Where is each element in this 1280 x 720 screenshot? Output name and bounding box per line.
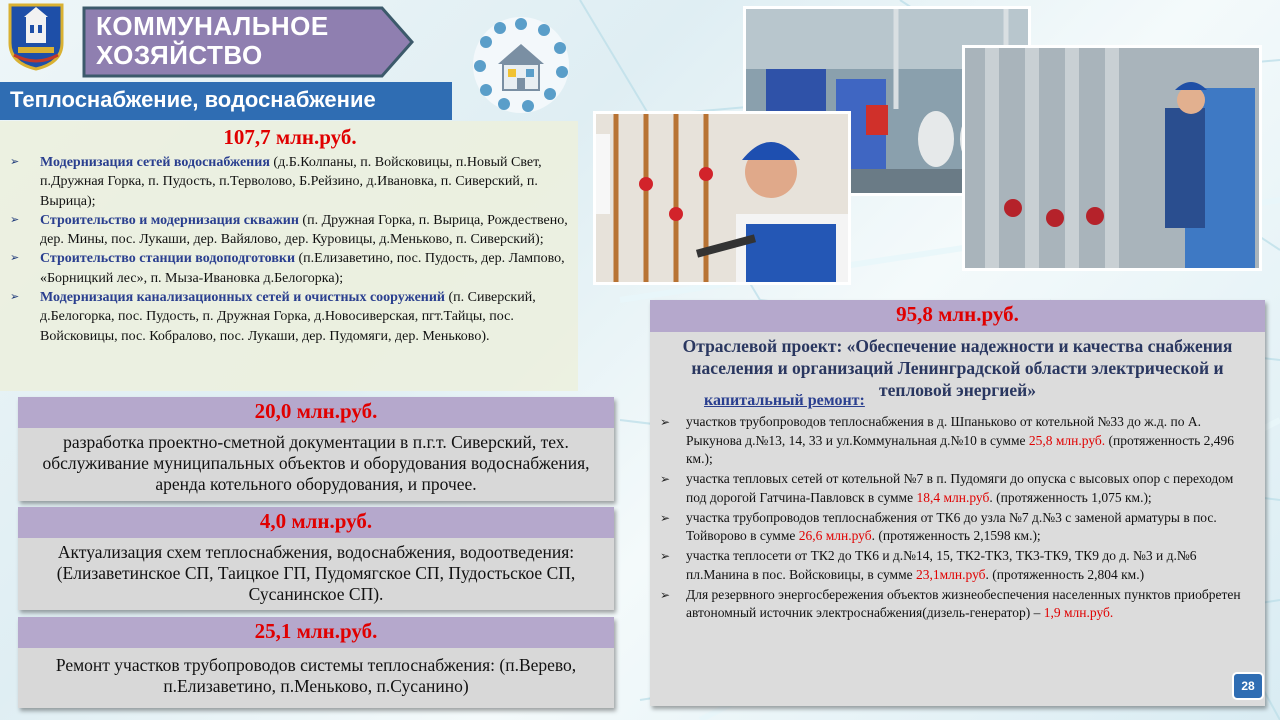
- list-item-text: участка теплосети от ТК2 до ТК6 и д.№14, 15, ТК2-ТК3, ТК3-ТК9, ТК9 до д. №3 и д.№6 пл.Манина в пос. Войсковицы, в сумме: [686, 548, 1197, 582]
- list-item-text: участков трубопроводов теплоснабжения в д. Шпаньково от котельной №33 до ж.д. по А. Рыкунова д.№13, 14, 33 и ул.Коммунальная д.№10 в сумме: [686, 414, 1202, 448]
- list-item-amount: 25,8 млн.руб.: [1028, 432, 1106, 448]
- list-item-highlight: Строительство станции водоподготовки: [40, 251, 296, 267]
- list-item-amount: 18,4 млн.руб: [916, 489, 990, 505]
- list-item: [10, 153, 570, 211]
- card-amount: 25,1 млн.руб.: [254, 619, 378, 643]
- bullet-arrow-icon: ➢: [660, 415, 671, 429]
- list-item-amount: 26,6 млн.руб: [798, 528, 872, 543]
- card-header: [18, 507, 614, 538]
- card-header: [18, 617, 614, 648]
- photo-worker-pipes: [962, 45, 1262, 271]
- regional-project-block: [650, 300, 1265, 706]
- repair-list: [656, 413, 1256, 624]
- card-amount: 4,0 млн.руб.: [259, 509, 373, 533]
- project-amount: 95,8 млн.руб.: [896, 302, 1019, 326]
- list-item-text: (п.Елизаветино, пос. Пудость, дер. Лампово, «Борницкий лес», п. Мыза-Ивановка д.Белогорка);: [40, 251, 565, 286]
- page-number-badge: 28: [1232, 672, 1264, 700]
- bullet-arrow-icon: ➢: [660, 510, 671, 525]
- list-item-amount: 1,9 млн.руб.: [1043, 605, 1114, 620]
- list-item-text: (д.Б.Колпаны, п. Войсковицы, п.Новый Свет, п.Дружная Горка, п. Пудость, п.Терволово, Б.Рейзино, д.Ивановка, п. Сиверский, п. Вырица);: [40, 155, 542, 209]
- card-text: разработка проектно-сметной документации в п.г.т. Сиверский, тех. обслуживание муниципальных объектов и оборудования водоснабжения, аренда котельного оборудования, и прочее.: [42, 432, 590, 494]
- list-item-text: участка трубопроводов теплоснабжения от ТК6 до узла №7 д.№3 с заменой арматуры в пос. Тойворово в сумме: [686, 509, 1217, 543]
- list-item: [656, 586, 1256, 623]
- photo-engineer-tablet: [593, 111, 851, 285]
- bullet-arrow-icon: ➢: [660, 472, 671, 486]
- card-text: Ремонт участков трубопроводов системы теплоснабжения: (п.Верево, п.Елизаветино, п.Меньково, п.Сусанино): [55, 655, 577, 696]
- card-text: Актуализация схем теплоснабжения, водоснабжения, водоотведения:(Елизаветинское СП, Таицкое ГП, Пудомягское СП, Пудостьское СП, Сусанинское СП).: [56, 542, 576, 604]
- list-item-highlight: Строительство и модернизация скважин: [40, 212, 299, 228]
- card-design-docs: [18, 397, 614, 501]
- list-item-highlight: Модернизация канализационных сетей и очистных сооружений: [40, 290, 445, 306]
- bullet-arrow-icon: ➢: [660, 549, 671, 563]
- list-item-tail: (протяженность 2,496 км.);: [686, 432, 1234, 466]
- list-item: [10, 288, 570, 346]
- card-amount: 20,0 млн.руб.: [254, 399, 378, 423]
- section-title-banner: [82, 6, 412, 76]
- smart-house-icon: [470, 14, 572, 116]
- card-header: [650, 300, 1265, 332]
- list-item-tail: . (протяженность 1,075 км.);: [989, 489, 1152, 505]
- main-amount: 107,7 млн.руб.: [223, 125, 357, 149]
- bullet-arrow-icon: ➢: [660, 587, 671, 602]
- list-item-text: (п. Сиверский, д.Белогорка, пос. Пудость, п. Дружная Горка, д.Новосиверская, пгт.Тайцы, пос. Войсковицы, пос. Кобралово, пос. Лукаши, дер. Пудомяги, дер. Меньково).: [40, 290, 536, 344]
- list-item-text: участка тепловых сетей от котельной №7 в п. Пудомяги до опуска с высовых опор с переходом под дорогой Гатчина-Павловск в сумме: [686, 471, 1234, 505]
- capital-repair-label: капитальный ремонт:: [704, 392, 865, 409]
- page-title-line2: ХОЗЯЙСТВО: [96, 40, 263, 70]
- card-header: [18, 397, 614, 428]
- list-item-tail: . (протяженность 2,1598 км.);: [871, 528, 1041, 543]
- list-item-tail: . (протяженность 2,804 км.): [985, 566, 1145, 582]
- project-title: Отраслевой проект: «Обеспечение надежности и качества снабжения населения и организаций Ленинградской области электрической и тепловой энергией»: [682, 336, 1233, 400]
- bullet-arrow-icon: ➢: [10, 156, 20, 168]
- water-supply-block: [0, 121, 578, 391]
- list-item-text: Для резервного энергосбережения объектов жизнеобеспечения населенных пунктов приобретен автономный источник электроснабжения(дизель-генератор) –: [686, 586, 1241, 620]
- list-item: [656, 547, 1256, 584]
- list-item-amount: 23,1млн.руб: [916, 566, 986, 582]
- list-item: [656, 470, 1256, 507]
- section-subtitle: Теплоснабжение, водоснабжение: [0, 82, 452, 120]
- list-item: [656, 509, 1256, 546]
- page-title: [96, 12, 386, 70]
- list-item-highlight: Модернизация сетей водоснабжения: [40, 155, 270, 170]
- bullet-arrow-icon: ➢: [10, 252, 20, 265]
- list-item: [10, 249, 570, 288]
- main-list: [10, 153, 570, 346]
- bullet-arrow-icon: ➢: [10, 213, 20, 226]
- list-item-text: (п. Дружная Горка, п. Вырица, Рождествено, дер. Мины, пос. Лукаши, дер. Вайялово, дер. Куровицы, д.Меньково, п. Сиверский);: [40, 212, 568, 248]
- bullet-arrow-icon: ➢: [10, 291, 20, 304]
- card-pipe-repair: [18, 617, 614, 708]
- list-item: [10, 211, 570, 250]
- list-item: [656, 413, 1256, 469]
- card-scheme-update: [18, 507, 614, 610]
- coat-of-arms-icon: [8, 3, 64, 71]
- page-title-line1: КОММУНАЛЬНОЕ: [96, 11, 329, 41]
